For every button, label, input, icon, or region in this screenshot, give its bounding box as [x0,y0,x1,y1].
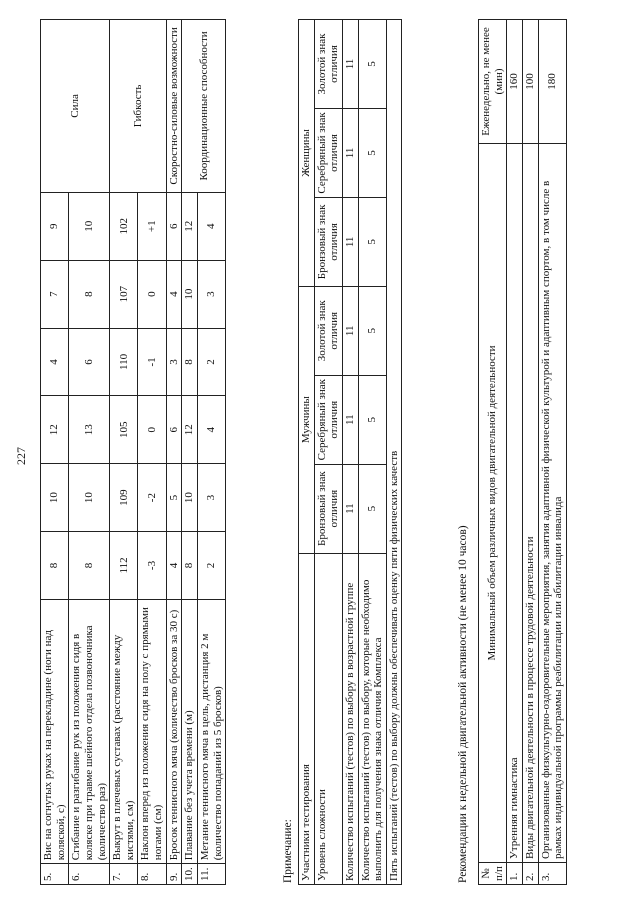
recommendations-title: Рекомендации к недельной двигательной активности (не менее 10 часов) [457,525,469,883]
row-label: Количество испытаний (тестов) по выбору, которые необходимо выполнить для получения знака отличия Комплекса [358,553,386,884]
cell-value: 5 [166,464,182,532]
cell-value: -1 [138,328,166,396]
activity-name: Виды двигательной деятельности в процессе трудовой деятельности [522,143,538,862]
cell-value: +1 [138,192,166,260]
test-name: Бросок теннисного мяча (количество бросков за 30 с) [166,599,182,863]
cell-value: 0 [138,260,166,328]
physical-quality: Скоростно-силовые возможности [166,20,182,193]
activity-name: Утренняя гимнастика [507,143,523,862]
test-name: Наклон вперед из положения сидя на полу с прямыми ногами (см) [138,599,166,863]
cell-value: 8 [182,328,198,396]
page-number: 227 [14,447,28,465]
cell-value: 107 [110,260,138,328]
cell-value: 11 [342,108,358,197]
activity-table [478,19,567,885]
cell-value: 11 [342,197,358,286]
cell-value: 0 [138,396,166,464]
tests-selection-table [298,19,402,885]
cell-value: 10 [69,464,110,532]
activity-minutes: 160 [507,20,523,144]
cell-value: 10 [69,192,110,260]
cell-value: 2 [198,532,226,600]
note-label: Примечание: [282,819,294,883]
test-name: Сгибание и разгибание рук из положения сидя в коляске при травме шейного отдела позвоночника (количество раз) [69,599,110,863]
row-num: 11. [198,864,226,885]
level-header: Уровень сложности [314,553,342,884]
row-num: 10. [182,864,198,885]
cell-value: 6 [166,192,182,260]
cell-value: 5 [358,464,386,553]
badge-header: Бронзовый знак отличия [314,464,342,553]
num-header: № п/п [479,863,507,885]
row-num: 1. [507,863,523,885]
cell-value: 8 [69,532,110,600]
cell-value: 5 [358,375,386,464]
cell-value: -2 [138,464,166,532]
activity-name: Организованные физкультурно-оздоровительные мероприятия, занятия адаптивной физической культурой и адаптивным спортом, в том числе в рамках индивидуальной программы реабилитации или абилитации инвалида [538,143,566,862]
cell-value: 4 [41,328,69,396]
cell-value: 9 [41,192,69,260]
cell-value: 109 [110,464,138,532]
participants-header: Участники тестирования [299,553,315,884]
badge-header: Серебряный знак отличия [314,375,342,464]
table-row [110,20,138,885]
test-name: Метание теннисного мяча в цель, дистанция 2 м (количество попаданий из 5 бросков) [198,599,226,863]
cell-value: 12 [182,192,198,260]
physical-quality: Координационные способности [182,20,226,193]
table-footer-note: Пять испытаний (тестов) по выбору должны обеспечивать оценку пяти физических качеств [386,20,402,885]
cell-value: 5 [358,286,386,375]
cell-value: 11 [342,375,358,464]
cell-value: 6 [166,396,182,464]
cell-value: 112 [110,532,138,600]
cell-value: 12 [41,396,69,464]
table-row [41,20,69,885]
row-label: Количество испытаний (тестов) по выбору в возрастной группе [342,553,358,884]
row-num: 2. [522,863,538,885]
physical-quality: Сила [41,20,110,193]
row-num: 9. [166,864,182,885]
badge-header: Золотой знак отличия [314,286,342,375]
physical-quality: Гибкость [110,20,167,193]
cell-value: 2 [198,328,226,396]
row-num: 5. [41,864,69,885]
standards-table [40,19,226,885]
cell-value: 10 [41,464,69,532]
cell-value: 5 [358,197,386,286]
cell-value: 11 [342,20,358,109]
cell-value: 102 [110,192,138,260]
row-num: 3. [538,863,566,885]
cell-value: 3 [198,464,226,532]
table-row [182,20,198,885]
cell-value: 10 [182,260,198,328]
table-row [166,20,182,885]
cell-value: 3 [166,328,182,396]
row-num: 7. [110,864,138,885]
row-num: 6. [69,864,110,885]
cell-value: 4 [166,260,182,328]
cell-value: 8 [182,532,198,600]
cell-value: 11 [342,464,358,553]
cell-value: 110 [110,328,138,396]
cell-value: 4 [198,192,226,260]
cell-value: 5 [358,108,386,197]
cell-value: 6 [69,328,110,396]
cell-value: -3 [138,532,166,600]
cell-value: 4 [198,396,226,464]
cell-value: 3 [198,260,226,328]
badge-header: Бронзовый знак отличия [314,197,342,286]
activity-minutes: 100 [522,20,538,144]
cell-value: 12 [182,396,198,464]
weekly-header: Еженедельно, не менее (мин) [479,20,507,144]
test-name: Вис на согнутых руках на перекладине (ноги над коляской, с) [41,599,69,863]
badge-header: Золотой знак отличия [314,20,342,109]
cell-value: 8 [41,532,69,600]
cell-value: 13 [69,396,110,464]
cell-value: 11 [342,286,358,375]
cell-value: 8 [69,260,110,328]
cell-value: 105 [110,396,138,464]
test-name: Выкрут в плечевых суставах (расстояние между кистями, см) [110,599,138,863]
activity-minutes: 180 [538,20,566,144]
cell-value: 4 [166,532,182,600]
cell-value: 5 [358,20,386,109]
activity-header: Минимальный объем различных видов двигательной деятельности [479,143,507,862]
test-name: Плавание без учета времени (м) [182,599,198,863]
cell-value: 10 [182,464,198,532]
badge-header: Серебряный знак отличия [314,108,342,197]
women-header: Женщины [299,20,315,287]
row-num: 8. [138,864,166,885]
men-header: Мужчины [299,286,315,553]
cell-value: 7 [41,260,69,328]
